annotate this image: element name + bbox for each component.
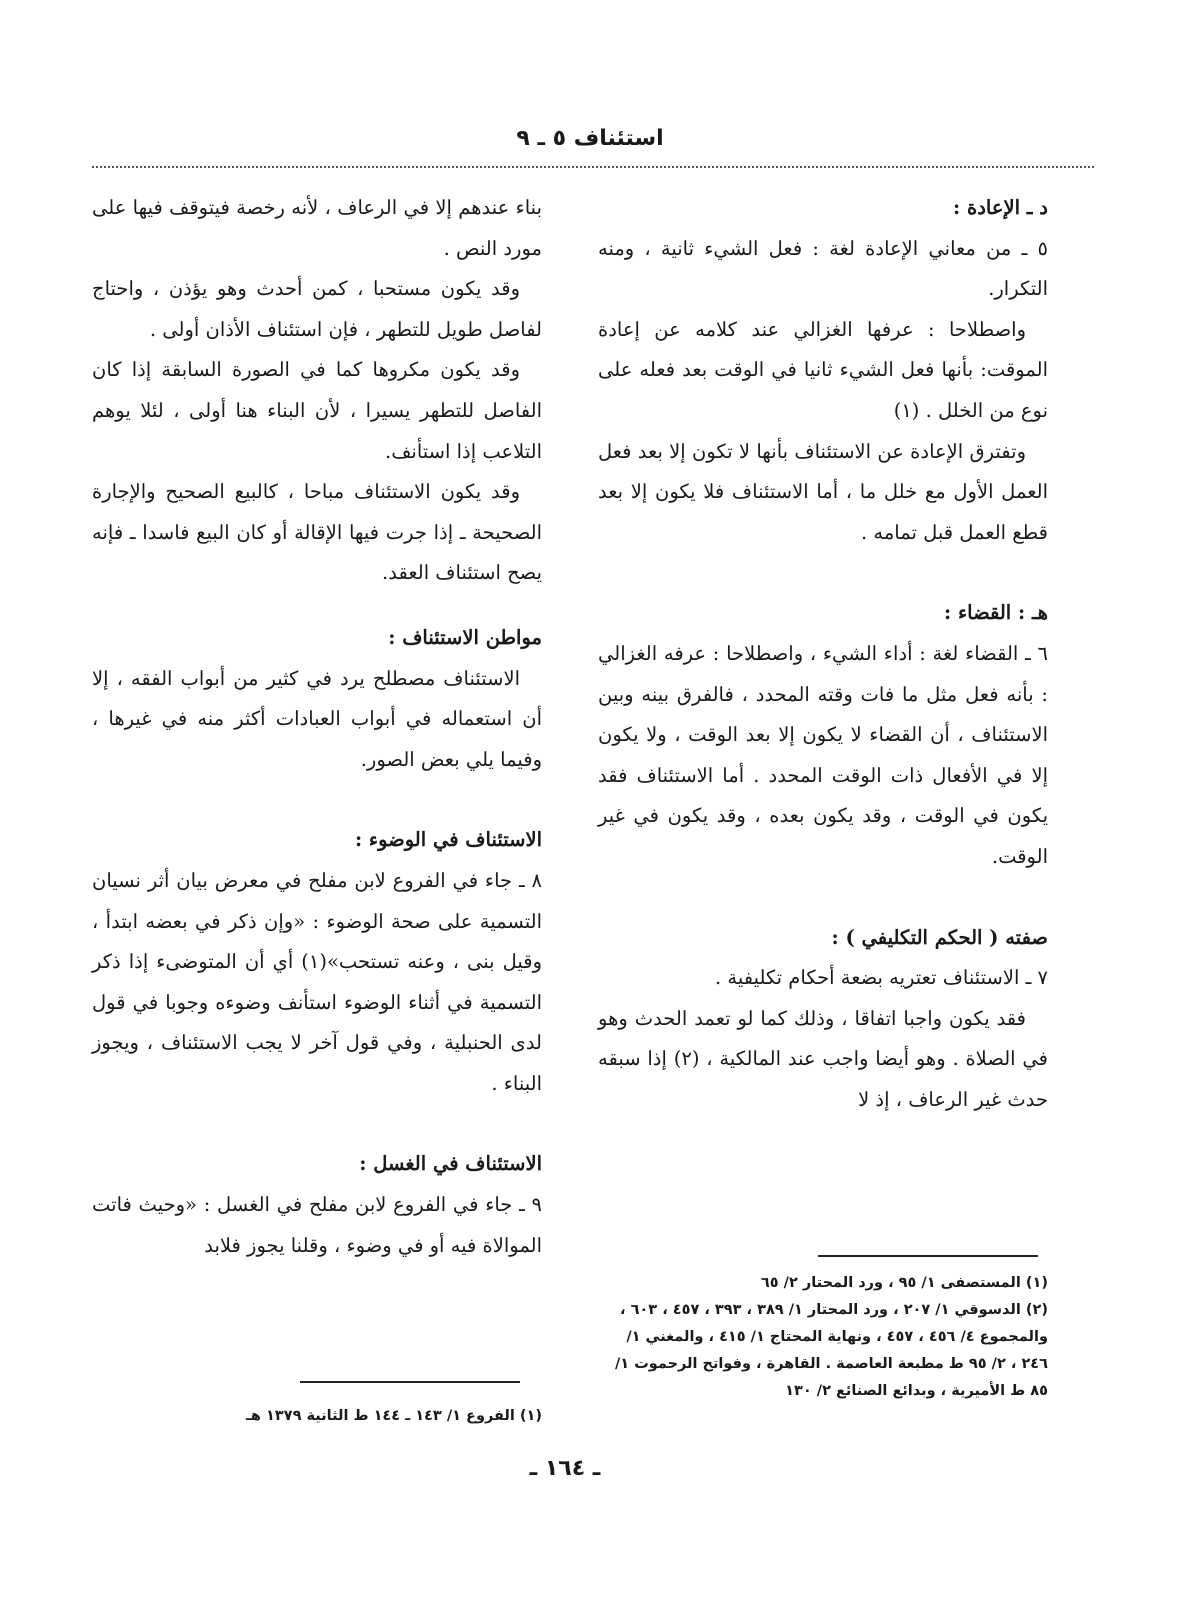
footnote: (٢) الدسوقي ١/ ٢٠٧ ، ورد المحتار ١/ ٣٨٩ ، ٣٩٣ ، ٤٥٧ ، ٦٠٣ ، والمجموع ٤/ ٤٥٦ ، ٤٥٧ ، ونهاية المحتاج ١/ ٤١٥ ، والمغني ١/ ٢٤٦ ، ٢/ ٩٥ ط مطبعة العاصمة . القاهرة ، وفواتح الرحموت ١/ ٨٥ ط الأميرية ، وبدائع الصنائع ٢/ ١٣٠ [615,1302,1048,1399]
paragraph: وتفترق الإعادة عن الاستئناف بأنها لا تكون إلا بعد فعل العمل الأول مع خلل ما ، أما الاستئناف فلا يكون إلا بعد قطع العمل قبل تمامه . [598,439,1048,544]
footnote-rule-left [300,1381,520,1383]
paragraph: ٩ ـ جاء في الفروع لابن مفلح في الغسل : «وحيث فاتت الموالاة فيه أو في وضوء ، وقلنا يجوز فلابد [92,1193,542,1257]
section-heading: الاستئناف في الوضوء : [354,828,542,852]
section-heading: صفته ( الحكم التكليفي ) : [831,925,1048,949]
section-heading: الاستئناف في الغسل : [359,1152,542,1176]
page-header: استئناف ٥ ـ ٩ [516,126,664,151]
paragraph: الاستئناف مصطلح يرد في كثير من أبواب الفقه ، إلا أن استعماله في أبواب العبادات أكثر منه في غيرها ، وفيما يلي بعض الصور. [92,666,542,771]
paragraph: وقد يكون الاستئناف مباحا ، كالبيع الصحيح والإجارة الصحيحة ـ إذا جرت فيها الإقالة أو كان البيع فاسدا ـ فإنه يصح استئناف العقد. [92,480,542,585]
footnotes-right [596,1270,1048,1405]
paragraph: واصطلاحا : عرفها الغزالي عند كلامه عن إعادة الموقت: بأنها فعل الشيء ثانيا في الوقت بعد فعله على نوع من الخلل . (١) [598,317,1048,422]
footnote-rule-right [818,1255,1038,1257]
section-heading: هـ : القضاء : [943,601,1048,625]
spacer [598,553,1048,593]
paragraph: ٧ ـ الاستئناف تعتريه بضعة أحكام تكليفية . [714,966,1048,990]
paragraph: ٦ ـ القضاء لغة : أداء الشيء ، واصطلاحا : عرفه الغزالي : بأنه فعل مثل ما فات وقته المحدد ، فالفرق بينه وبين الاستئناف ، أن القضاء لا يكون إلا بعد الوقت ، ولا يكون إلا في الأفعال ذات الوقت المحدد . أما الاستئناف فقد يكون في الوقت ، وقد يكون بعده ، وقد يكون في غير الوقت. [598,641,1048,868]
page-number: ـ ١٦٤ ـ [529,1456,601,1481]
paragraph: فقد يكون واجبا اتفاقا ، وذلك كما لو تعمد الحدث وهو في الصلاة . وهو أيضا واجب عند المالكية ، (٢) إذا سبقه حدث غير الرعاف ، إذ لا [598,1006,1048,1111]
paragraph: ٨ ـ جاء في الفروع لابن مفلح في معرض بيان أثر نسيان التسمية على صحة الوضوء : «وإن ذكر في بعضه ابتدأ ، وقيل بنى ، وعنه تستحب»(١) أي أن المتوضىء إذا ذكر التسمية في أثناء الوضوء استأنف وضوءه وجوبا في قول لدى الحنبلية ، وفي قول آخر لا يجب الاستئناف ، ويجوز البناء . [92,868,542,1095]
section-heading: د ـ الإعادة : [953,196,1048,219]
spacer [92,594,542,618]
paragraph: ٥ ـ من معاني الإعادة لغة : فعل الشيء ثانية ، ومنه التكرار. [598,236,1048,301]
section-heading: مواطن الاستئناف : [388,625,542,649]
footnote: (١) الفروع ١/ ١٤٣ ـ ١٤٤ ط الثانية ١٣٧٩ هـ [245,1408,542,1424]
left-column [92,188,542,1266]
spacer [92,780,542,820]
paragraph: وقد يكون مستحبا ، كمن أحدث وهو يؤذن ، واحتاج لفاصل طويل للتطهر ، فإن استئناف الأذان أولى . [92,277,542,341]
paragraph: بناء عندهم إلا في الرعاف ، لأنه رخصة فيتوقف فيها على مورد النص . [92,196,542,260]
right-column [598,188,1048,1120]
paragraph: وقد يكون مكروها كما في الصورة السابقة إذا كان الفاصل للتطهر يسيرا ، لأن البناء هنا أولى ، لئلا يوهم التلاعب إذا استأنف. [92,358,542,463]
header-dotted-rule [92,166,1094,168]
footnotes-left [200,1403,542,1430]
spacer [598,878,1048,918]
spacer [92,1104,542,1144]
footnote: (١) المستصفى ١/ ٩٥ ، ورد المحتار ٢/ ٦٥ [760,1275,1048,1291]
